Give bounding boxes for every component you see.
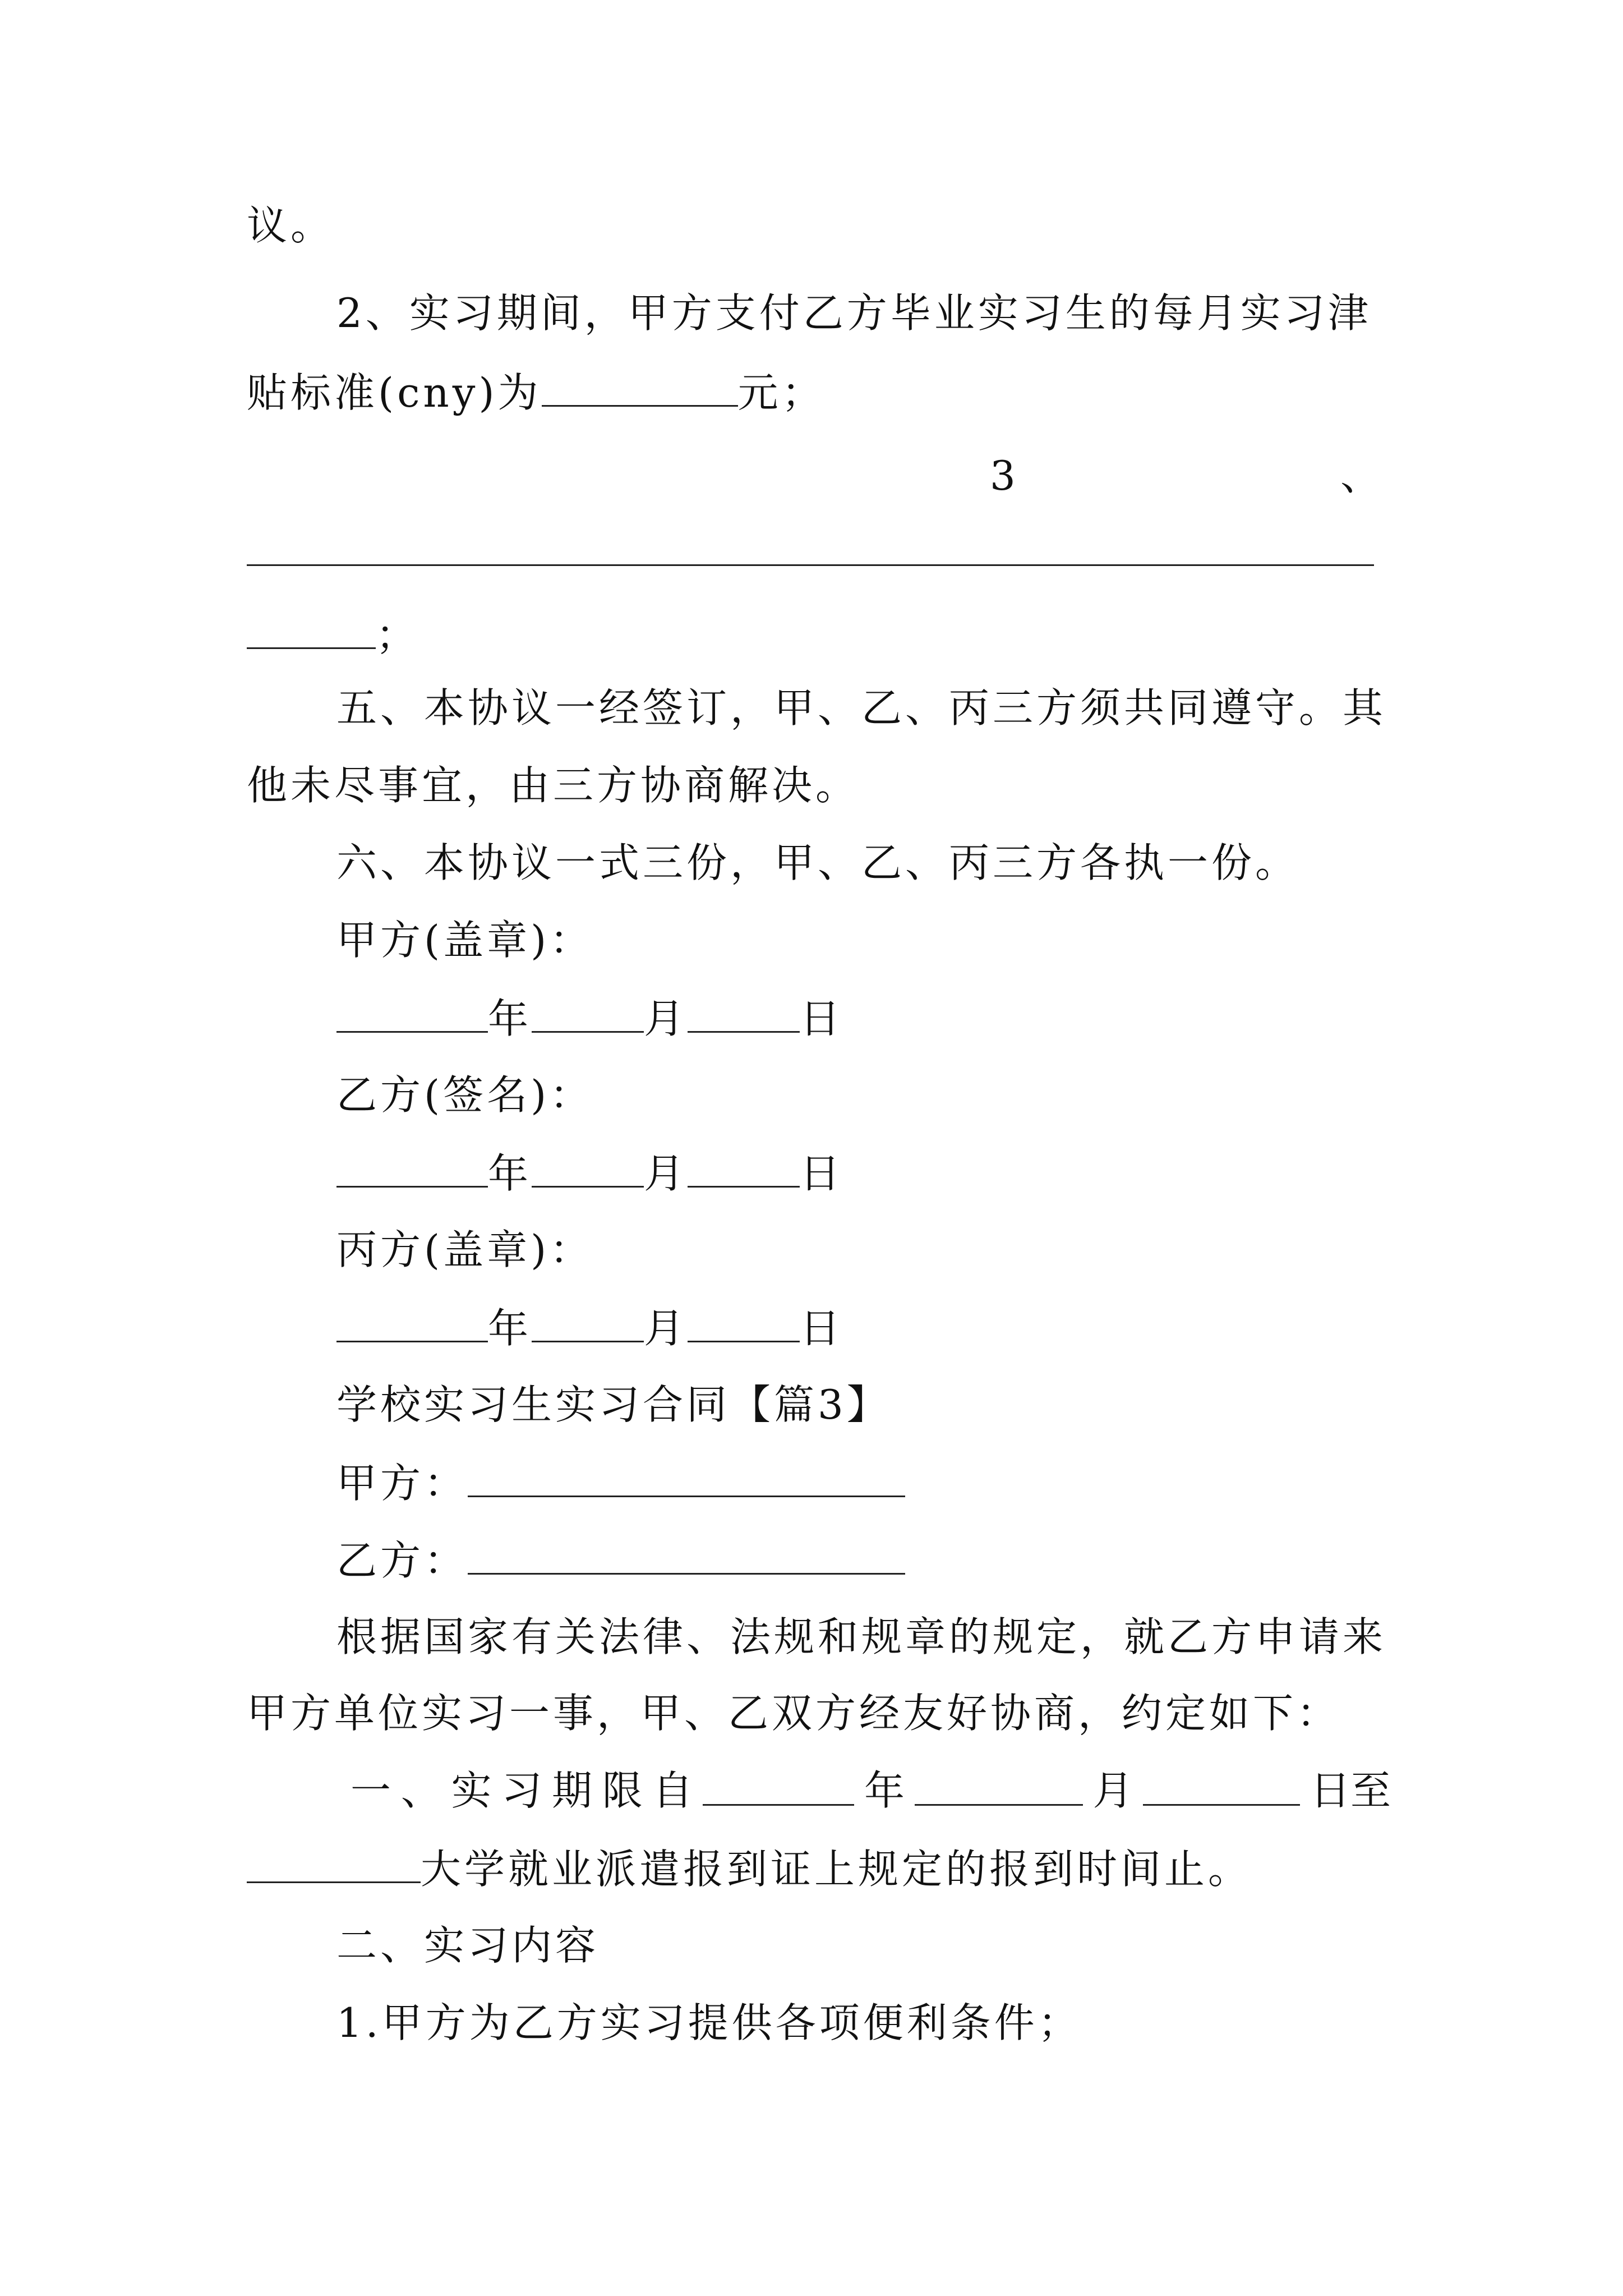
party-b-date (336, 1145, 843, 1200)
term-line-1 (351, 1764, 1391, 1818)
day-label: 日 (800, 1305, 844, 1352)
intro-line-1: 根据国家有关法律、法规和规章的规定，就乙方申请来 (336, 1613, 1387, 1660)
day-label: 日 (800, 995, 844, 1042)
year-blank[interactable] (336, 991, 488, 1033)
year-label: 年 (488, 1305, 532, 1352)
term-char: 一 (351, 1767, 391, 1814)
contract-party-a (336, 1455, 905, 1510)
allowance-blank[interactable] (542, 365, 738, 407)
month-blank[interactable] (532, 1145, 644, 1188)
university-blank[interactable] (247, 1841, 421, 1883)
item-3-separator: 、 (1340, 452, 1385, 499)
start-month-blank[interactable] (915, 1764, 1083, 1806)
party-a-blank[interactable] (468, 1455, 905, 1497)
month-label: 月 (1092, 1767, 1133, 1814)
year-label: 年 (864, 1767, 905, 1814)
party-b-sign-label: 乙方(签名)： (336, 1071, 594, 1119)
party-b-label: 乙方： (336, 1537, 468, 1584)
intro-line-2: 甲方单位实习一事，甲、乙双方经友好协商，约定如下： (247, 1690, 1341, 1737)
party-a-seal-label: 甲方(盖章)： (336, 917, 594, 964)
day-blank[interactable] (688, 991, 800, 1033)
year-blank[interactable] (336, 1300, 488, 1342)
start-year-blank[interactable] (703, 1764, 854, 1806)
year-label: 年 (488, 995, 532, 1042)
content-heading: 二、实习内容 (336, 1922, 600, 1969)
item-2-line-1: 2、实习期间，甲方支付乙方毕业实习生的每月实习津 (336, 289, 1372, 337)
term-char: 、 (400, 1767, 441, 1814)
item-3-number: 3 (990, 452, 1019, 499)
party-b-blank[interactable] (468, 1533, 905, 1575)
start-day-blank[interactable] (1143, 1764, 1300, 1806)
term-char: 实 (451, 1767, 492, 1814)
party-c-date (336, 1300, 843, 1355)
year-blank[interactable] (336, 1145, 488, 1188)
term-char: 期 (552, 1767, 593, 1814)
contract-party-b (336, 1533, 905, 1588)
day-label: 日 (800, 1150, 844, 1197)
item-2-unit: 元； (737, 369, 826, 416)
item-2-text: 贴标准(cny)为 (247, 369, 542, 416)
item-3-blank-line[interactable] (247, 564, 1374, 566)
month-label: 月 (644, 1150, 688, 1197)
party-c-seal-label: 丙方(盖章)： (336, 1226, 594, 1273)
term-line-2 (247, 1841, 1252, 1896)
month-label: 月 (644, 1305, 688, 1352)
party-a-date (336, 991, 843, 1046)
content-item-1: 1.甲方为乙方实习提供各项便利条件； (336, 1999, 1082, 2046)
term-char: 习 (501, 1767, 542, 1814)
paragraph-fragment: 议。 (247, 202, 335, 249)
party-a-label: 甲方： (336, 1460, 468, 1507)
item-2-line-2 (247, 365, 826, 420)
term-line-2-text: 大学就业派遣报到证上规定的报到时间止。 (421, 1846, 1252, 1893)
item-3-line-2 (247, 607, 419, 662)
term-char: 自 (652, 1767, 693, 1814)
clause-six: 六、本协议一式三份，甲、乙、丙三方各执一份。 (336, 839, 1299, 886)
month-label: 月 (644, 995, 688, 1042)
month-blank[interactable] (532, 991, 644, 1033)
section-title: 学校实习生实习合同【篇3】 (336, 1381, 891, 1428)
day-blank[interactable] (688, 1145, 800, 1188)
month-blank[interactable] (532, 1300, 644, 1342)
item-3-blank-short[interactable] (247, 607, 376, 649)
year-label: 年 (488, 1150, 532, 1197)
day-blank[interactable] (688, 1300, 800, 1342)
item-3-end: ； (376, 611, 420, 659)
clause-five-line-1: 五、本协议一经签订，甲、乙、丙三方须共同遵守。其 (336, 684, 1387, 731)
clause-five-line-2: 他未尽事宜，由三方协商解决。 (247, 762, 860, 809)
day-to-label: 日至 (1310, 1767, 1391, 1814)
term-char: 限 (602, 1767, 643, 1814)
